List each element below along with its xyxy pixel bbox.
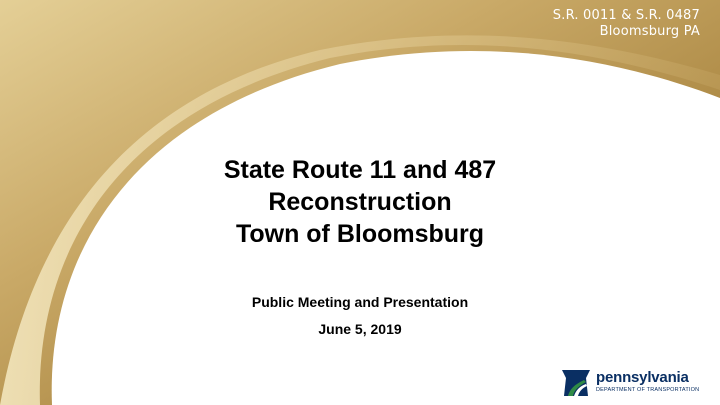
- title-line-3: Town of Bloomsburg: [235, 220, 485, 248]
- header-location-text: Bloomsburg PA: [599, 24, 700, 39]
- penndot-logo: [560, 365, 710, 399]
- logo-department: DEPARTMENT OF TRANSPORTATION: [596, 387, 700, 393]
- logo-wordmark: pennsylvania: [596, 369, 689, 386]
- keystone-road-icon: [560, 366, 592, 398]
- subtitle-date: June 5, 2019: [318, 321, 402, 337]
- slide-title: [0, 154, 720, 250]
- subtitle-meeting: Public Meeting and Presentation: [251, 294, 469, 310]
- slide-subtitle: [0, 289, 720, 343]
- title-line-1: State Route 11 and 487: [223, 156, 497, 184]
- title-line-2: Reconstruction: [268, 188, 452, 216]
- header-route-text: S.R. 0011 & S.R. 0487: [552, 8, 700, 23]
- project-header-tag: [553, 8, 700, 40]
